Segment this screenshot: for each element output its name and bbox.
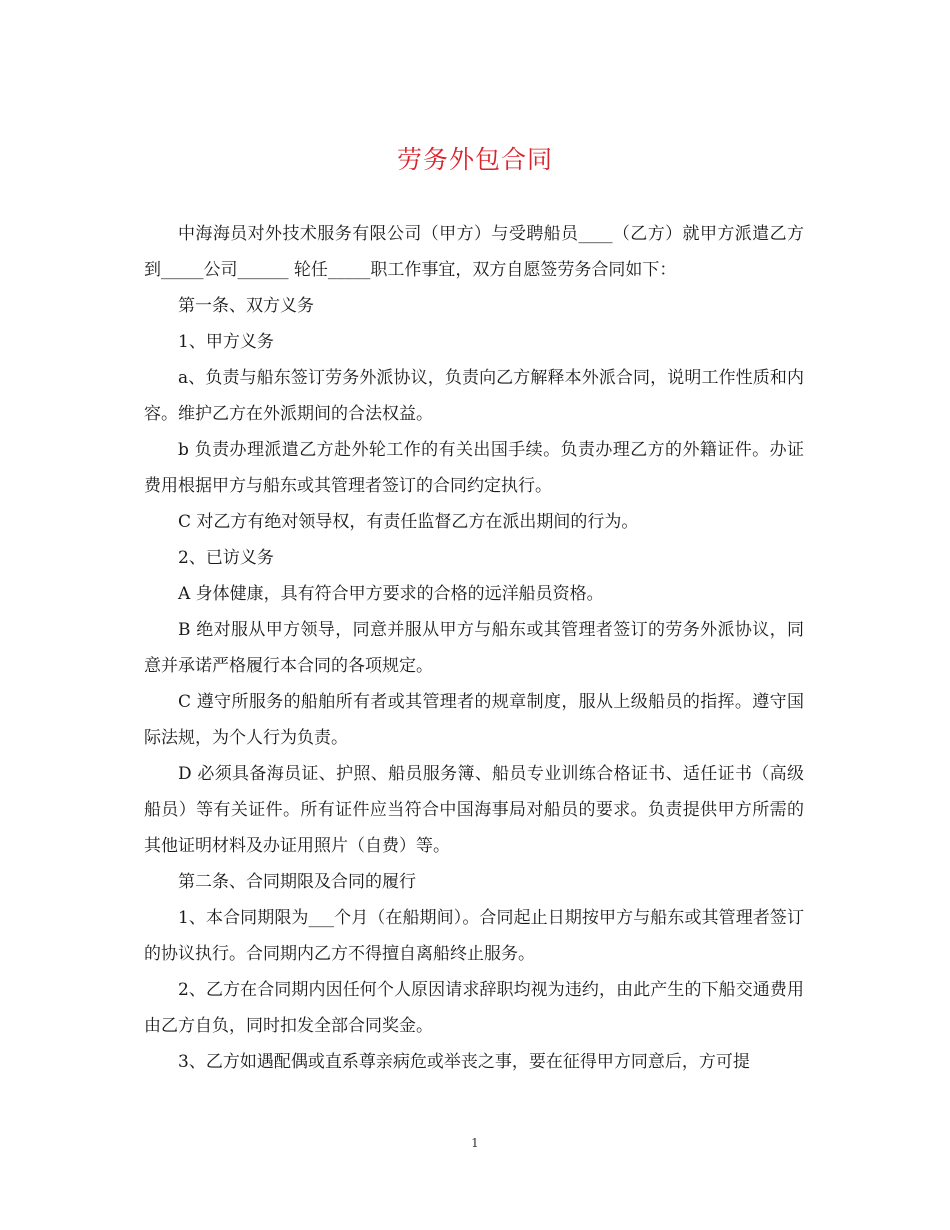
document-body [144,216,804,1080]
paragraph: 3、乙方如遇配偶或直系尊亲病危或举丧之事，要在征得甲方同意后，方可提 [178,1052,750,1072]
section-heading: 第一条、双方义务 [178,296,314,316]
paragraph: a、负责与船东签订劳务外派协议，负责向乙方解释本外派合同，说明工作性质和内容。维护乙方在外派期间的合法权益。 [144,368,804,424]
paragraph: D 必须具备海员证、护照、船员服务簿、船员专业训练合格证书、适任证书（高级船员）等有关证件。所有证件应当符合中国海事局对船员的要求。负责提供甲方所需的其他证明材料及办证用照片（自费）等。 [144,764,804,856]
paragraph: B 绝对服从甲方领导，同意并服从甲方与船东或其管理者签订的劳务外派协议，同意并承诺严格履行本合同的各项规定。 [144,620,804,676]
paragraph: C 对乙方有绝对领导权，有责任监督乙方在派出期间的行为。 [178,512,639,532]
page-number: 1 [471,1136,479,1150]
paragraph: C 遵守所服务的船舶所有者或其管理者的规章制度，服从上级船员的指挥。遵守国际法规，为个人行为负责。 [144,692,804,748]
section-heading: 第二条、合同期限及合同的履行 [178,872,416,892]
paragraph: b 负责办理派遣乙方赴外轮工作的有关出国手续。负责办理乙方的外籍证件。办证费用根据甲方与船东或其管理者签订的合同约定执行。 [144,440,804,496]
document-title: 劳务外包合同 [396,145,553,174]
paragraph: 1、本合同期限为___个月（在船期间）。合同起止日期按甲方与船东或其管理者签订的协议执行。合同期内乙方不得擅自离船终止服务。 [144,908,804,964]
paragraph: 中海海员对外技术服务有限公司（甲方）与受聘船员____（乙方）就甲方派遣乙方到_____公司______ 轮任_____职工作事宜，双方自愿签劳务合同如下： [144,224,804,280]
subsection-heading: 1、甲方义务 [178,332,274,352]
subsection-heading: 2、已访义务 [178,548,274,568]
paragraph: A 身体健康，具有符合甲方要求的合格的远洋船员资格。 [178,584,604,604]
paragraph: 2、乙方在合同期内因任何个人原因请求辞职均视为违约，由此产生的下船交通费用由乙方自负，同时扣发全部合同奖金。 [144,980,804,1036]
